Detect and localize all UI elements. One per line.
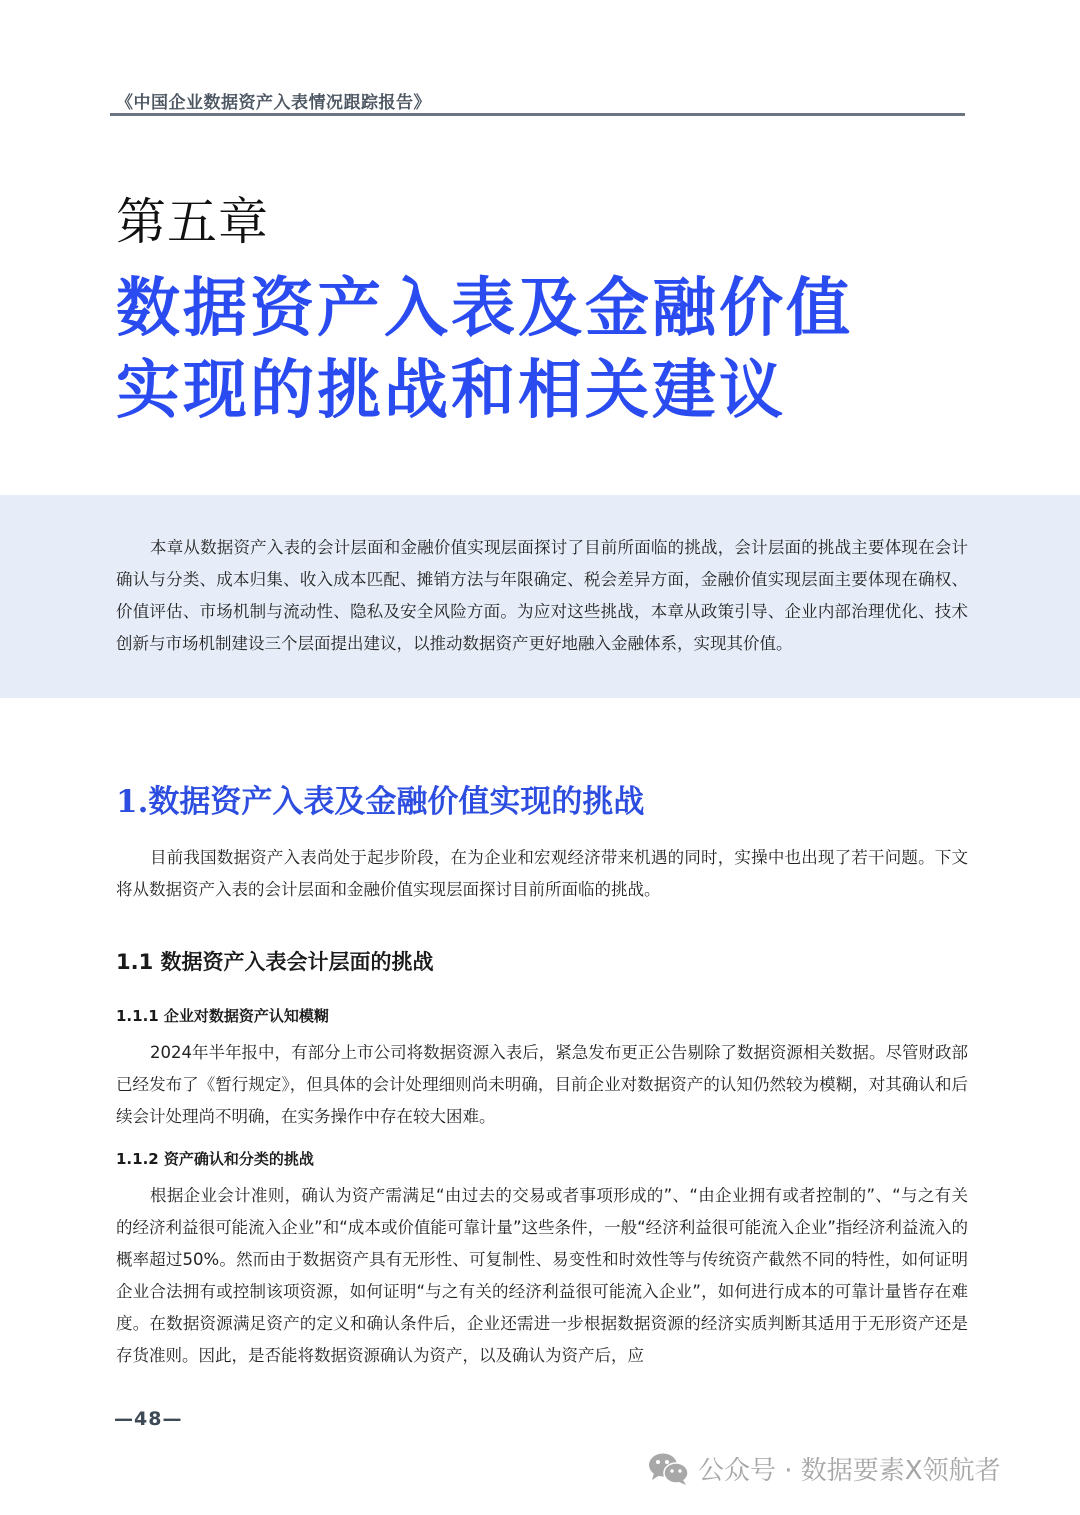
subsubsection-title: 1.1.2 资产确认和分类的挑战 (116, 1150, 314, 1168)
subsubsection-title: 1.1.1 企业对数据资产认知模糊 (116, 1007, 329, 1025)
chapter-title-line-1: 数据资产入表及金融价值 (116, 272, 853, 346)
chapter-title-line-2: 实现的挑战和相关建议 (116, 354, 786, 428)
chapter-title (116, 268, 916, 432)
chapter-label: 第五章 (116, 193, 269, 251)
subsection-title: 1.1 数据资产入表会计层面的挑战 (116, 950, 434, 974)
running-header: 《中国企业数据资产入表情况跟踪报告》 (116, 93, 431, 113)
watermark (648, 1450, 1001, 1487)
subsubsection-paragraph: 2024年半年报中，有部分上市公司将数据资源入表后，紧急发布更正公告剔除了数据资源相关数据。尽管财政部已经发布了《暂行规定》，但具体的会计处理细则尚未明确，目前企业对数据资产的认知仍然较为模糊，对其确认和后续会计处理尚不明确，在实务操作中存在较大困难。 (116, 1043, 968, 1126)
header-divider (110, 113, 965, 116)
chapter-intro-text: 本章从数据资产入表的会计层面和金融价值实现层面探讨了目前所面临的挑战，会计层面的挑战主要体现在会计确认与分类、成本归集、收入成本匹配、摊销方法与年限确定、税会差异方面，金融价值实现层面主要体现在确权、价值评估、市场机制与流动性、隐私及安全风险方面。为应对这些挑战，本章从政策引导、企业内部治理优化、技术创新与市场机制建设三个层面提出建议，以推动数据资产更好地融入金融体系，实现其价值。 (116, 538, 968, 653)
section-paragraph: 目前我国数据资产入表尚处于起步阶段，在为企业和宏观经济带来机遇的同时，实操中也出现了若干问题。下文将从数据资产入表的会计层面和金融价值实现层面探讨目前所面临的挑战。 (116, 848, 968, 899)
subsubsection-paragraph: 根据企业会计准则，确认为资产需满足“由过去的交易或者事项形成的”、“由企业拥有或者控制的”、“与之有关的经济利益很可能流入企业”和“成本或价值能可靠计量”这些条件，一般“经济利益很可能流入企业”指经济利益流入的概率超过50%。然而由于数据资产具有无形性、可复制性、易变性和时效性等与传统资产截然不同的特性，如何证明企业合法拥有或控制该项资源，如何证明“与之有关的经济利益很可能流入企业”，如何进行成本的可靠计量皆存在难度。在数据资源满足资产的定义和确认条件后，企业还需进一步根据数据资源的经济实质判断其适用于无形资产还是存货准则。因此，是否能将数据资源确认为资产，以及确认为资产后，应 (116, 1186, 968, 1365)
watermark-text: 公众号 · 数据要素X领航者 (698, 1456, 1001, 1486)
wechat-icon (648, 1452, 690, 1486)
page-number: —48— (114, 1408, 183, 1430)
section-title: 1.数据资产入表及金融价值实现的挑战 (116, 784, 645, 820)
